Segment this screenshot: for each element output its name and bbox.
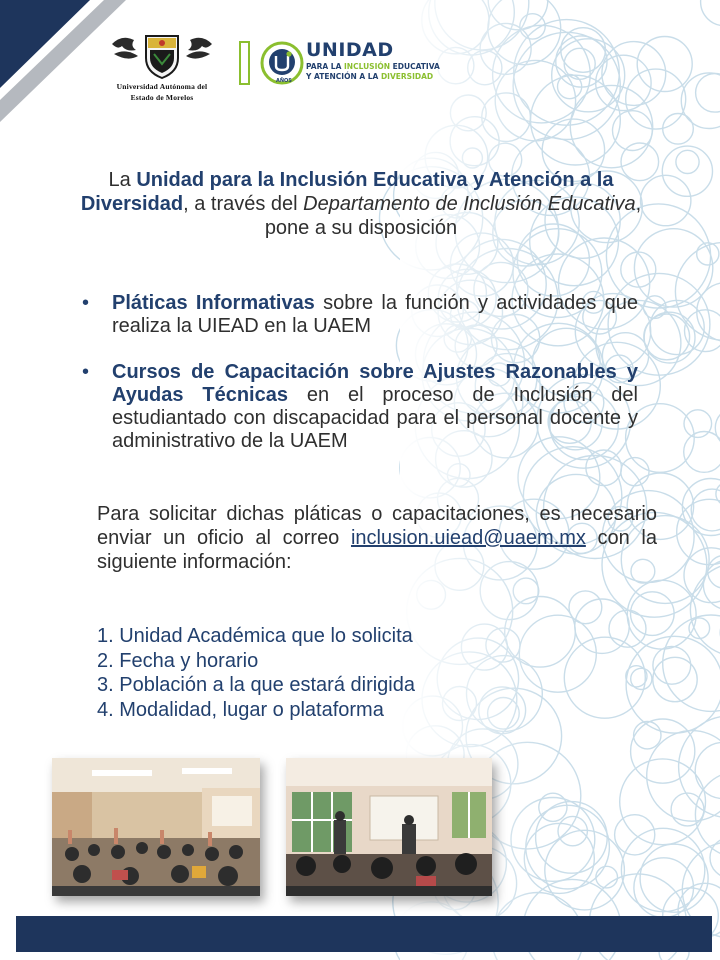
years-label: AÑOS xyxy=(276,78,292,84)
classroom-photo-1-image xyxy=(52,758,260,896)
requirement-item: 2. Fecha y horario xyxy=(97,649,259,672)
classroom-photo-2 xyxy=(286,758,492,896)
requirement-item: 3. Población a la que estará dirigida xyxy=(97,674,415,696)
uiead-tagline-2: Y ATENCIÓN A LA DIVERSIDAD xyxy=(306,72,434,81)
service-item-courses: • Cursos de Capacitación sobre Ajustes Razonables y Ayudas Técnicas en el proceso de Inclusión del estudiantado con discapacidad para el personal docente y administrativo de la UAEM xyxy=(82,361,638,452)
bullet-icon: • xyxy=(82,361,90,383)
requirement-item: 4. Modalidad, lugar o plataforma xyxy=(97,698,384,721)
services-list xyxy=(80,292,638,453)
requirements-list xyxy=(97,624,415,722)
request-paragraph: Para solicitar dichas pláticas o capacitaciones, es necesario enviar un oficio al correo inclusion.uiead@uaem.mx con la siguiente información: xyxy=(97,503,657,573)
ten-years-icon xyxy=(236,38,308,88)
intro-paragraph: La Unidad para la Inclusión Educativa y Atención a la Diversidad, a través del Departamento de Inclusión Educativa, pone a su disposición xyxy=(80,169,642,239)
uiead-title: UNIDAD xyxy=(306,39,394,61)
requirement-item: 1. Unidad Académica que lo solicita xyxy=(97,625,413,647)
uaem-name-line2: Estado de Morelos xyxy=(130,93,194,102)
classroom-photo-1 xyxy=(52,758,260,896)
email-link[interactable]: inclusion.uiead@uaem.mx xyxy=(350,527,586,549)
uaem-seal-icon xyxy=(108,30,216,80)
classroom-photo-2-image xyxy=(286,758,492,896)
service-item-talks: • Pláticas Informativas sobre la función y actividades que realiza la UIEAD en la UAEM xyxy=(82,292,638,337)
uaem-name-line1: Universidad Autónoma del xyxy=(116,82,208,91)
unit-name: Unidad para la Inclusión Educativa y Atención a la Diversidad xyxy=(80,169,614,215)
footer-bar xyxy=(16,916,712,952)
uaem-logo xyxy=(104,30,220,102)
uiead-tagline-1: PARA LA INCLUSIÓN EDUCATIVA xyxy=(306,62,440,71)
department-name: Departamento de Inclusión Educativa xyxy=(303,193,636,215)
bullet-icon: • xyxy=(82,292,90,314)
